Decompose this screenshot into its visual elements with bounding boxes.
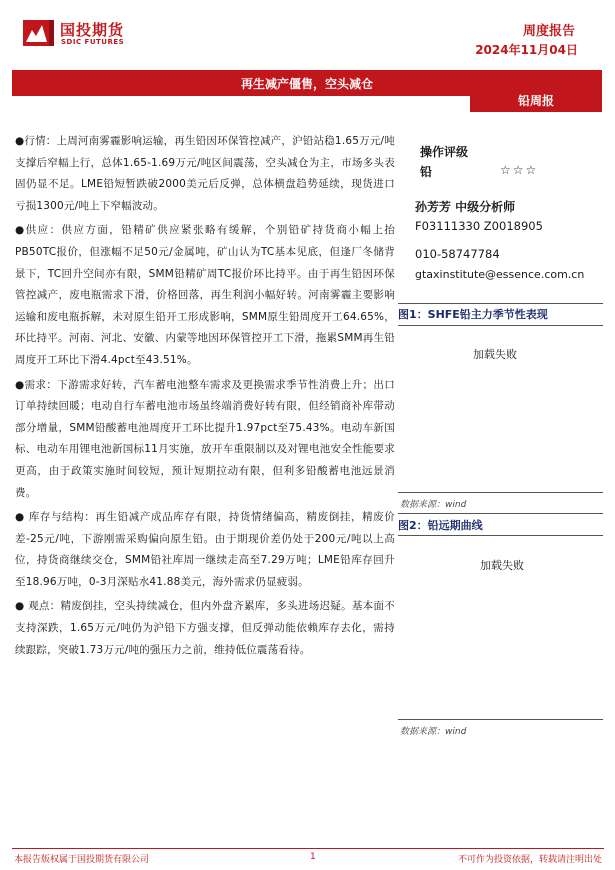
paragraph-demand: ●需求：下游需求好转，汽车蓄电池整车需求及更换需求季节性消费上升；出口订单持续回暖；电动自行车蓄电池市场虽终端消费好转有限，但经销商补库带动部分增量，SMM铅酸蓄电池周度开工环比提升1.97pct至75.43%。电动车新国标、电动车用锂电池新国标11月实施，放开车重限制以及对锂电池安全性能要求更高，由于政策实施时间较短，预计短期拉动有限，但利多铅酸蓄电池远景消费。	[15, 378, 395, 499]
sdic-logo-icon	[22, 18, 56, 48]
main-body	[15, 131, 395, 664]
analyst-name: 孙芳芳 中级分析师	[415, 200, 516, 214]
figure2-bottom-divider	[398, 719, 603, 720]
figure2-title-divider	[398, 535, 603, 536]
report-type: 周度报告	[522, 24, 575, 39]
analyst-credentials: F03111330 Z0018905	[415, 219, 543, 233]
logo-company-subtitle: SDIC FUTURES	[61, 38, 125, 46]
footer-disclaimer: 不可作为投资依据，转载请注明出处	[457, 855, 602, 865]
report-date: 2024年11月04日	[475, 43, 578, 57]
paragraph-outlook: ● 观点：精废倒挂，空头持续减仓，但内外盘齐累库，多头进场迟疑。基本面不支持深跌，1.65万元/吨仍为沪铅下方强支撑，但反弹动能依赖库存去化，需持续跟踪，突破1.73万元/吨的强压力之前，维持低位震荡看待。	[15, 600, 395, 656]
figure2-source: 数据来源：wind	[400, 727, 467, 737]
analyst-phone: 010-58747784	[415, 247, 500, 261]
report-tag	[470, 86, 602, 112]
figure1-top-divider	[398, 303, 603, 304]
footer-divider	[12, 848, 604, 849]
paragraph-market: ●行情：上周河南雾霾影响运输，再生铅因环保管控减产，沪铅站稳1.65万元/吨支撑后窄幅上行，总体1.65-1.69万元/吨区间震荡，空头减仓为主，市场多头表固仍显不足。LME铅短暂跌破2000美元后反弹，总体横盘趋势延续，现货进口亏损1300元/吨上下窄幅波动。	[15, 135, 395, 212]
analyst-email: gtaxinstitute@essence.com.cn	[415, 268, 585, 281]
logo-company-name: 国投期货	[60, 21, 125, 39]
rating-product: 铅	[420, 165, 433, 179]
figure2-title: 图2：铅远期曲线	[398, 519, 483, 532]
figure2-image-placeholder: 加载失败	[480, 559, 524, 572]
figure1-bottom-divider	[398, 492, 603, 493]
figure1-source: 数据来源：wind	[400, 500, 467, 510]
report-title: 再生减产僵售，空头减仓	[240, 77, 373, 91]
figure1-title: 图1：SHFE铅主力季节性表现	[398, 308, 548, 321]
figure1-image-placeholder: 加载失败	[473, 348, 517, 361]
figure1-title-divider	[398, 325, 603, 326]
footer-copyright: 本报告版权属于国投期货有限公司	[14, 855, 150, 865]
rating-label: 操作评级	[420, 145, 469, 159]
page-number: 1	[310, 852, 316, 862]
paragraph-supply: ●供应：供应方面，铅精矿供应紧张略有缓解，个别铅矿持货商小幅上抬PB50TC报价，但涨幅不足50元/金属吨，矿山认为TC基本见底，但逢厂冬储背景下，TC回升空间亦有限，SMM铅精矿周TC报价环比持平。由于再生铅因环保管控减产，废电瓶需求下滑，价格回落，再生利润小幅好转。河南雾霾主要影响运输和废电瓶拆解，未对原生铅开工形成影响，SMM原生铅周度开工64.65%，环比持平。河南、河北、安徽、内蒙等地因环保管控开工下滑，拖累SMM再生铅周度开工环比下滑4.4pct至43.51%。	[15, 224, 395, 366]
rating-stars: ☆☆☆	[500, 163, 539, 177]
paragraph-inventory: ● 库存与结构：再生铅减产成品库存有限，持货情绪偏高，精废倒挂，精废价差-25元/吨，下游刚需采购偏向原生铅。由于期现价差仍处于200元/吨以上高位，持货商继续交仓，SMM铅社库周一继续走高至7.29万吨；LME铅库存回升至18.96万吨，0-3月深贴水41.88美元，海外需求仍显疲弱。	[15, 511, 395, 588]
company-logo	[22, 18, 157, 48]
figure2-top-divider	[398, 513, 603, 514]
report-tag-label: 铅周报	[517, 94, 554, 108]
